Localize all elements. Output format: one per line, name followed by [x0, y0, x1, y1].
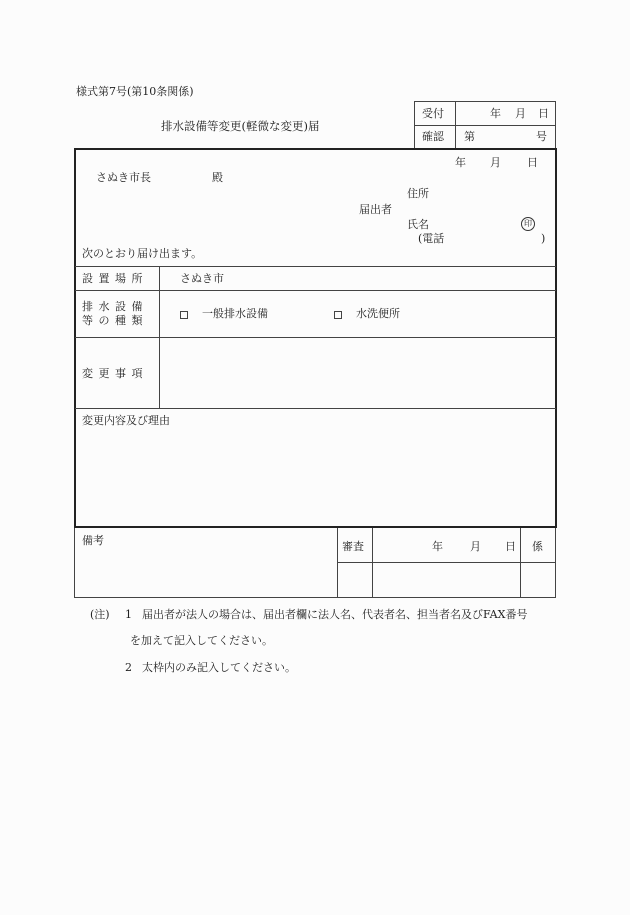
received-year: 年 — [490, 107, 501, 120]
row-divider — [75, 337, 556, 338]
honorific: 殿 — [212, 171, 223, 184]
type-label-line2: 等 の 種 類 — [82, 314, 144, 327]
change-reason-label: 変更内容及び理由 — [82, 414, 170, 427]
phone-field[interactable] — [448, 230, 538, 245]
intro-text: 次のとおり届け出ます。 — [82, 247, 203, 260]
review-year: 年 — [432, 540, 443, 553]
flush-toilet-checkbox[interactable] — [334, 308, 342, 321]
name-label: 氏名 — [407, 218, 429, 231]
change-items-label: 変 更 事 項 — [82, 367, 144, 380]
confirm-no-prefix: 第 — [464, 130, 475, 143]
note-1-line1: 届出者が法人の場合は、届出者欄に法人名、代表者名、担当者名及びFAX番号 — [142, 608, 528, 621]
label-column-divider — [159, 266, 160, 408]
note-2-line1: 太枠内のみ記入してください。 — [142, 661, 296, 674]
row-divider — [75, 266, 556, 267]
remarks-label: 備考 — [82, 534, 104, 547]
frame-right — [555, 148, 557, 528]
received-label: 受付 — [422, 107, 444, 120]
notes-prefix: (注) — [90, 608, 110, 621]
staff-label: 係 — [532, 540, 543, 553]
location-value[interactable]: さぬき市 — [180, 272, 224, 285]
note-1-number: 1 — [125, 608, 132, 621]
address-label: 住所 — [407, 187, 429, 200]
form-title: 排水設備等変更(軽微な変更)届 — [161, 119, 320, 133]
general-drainage-checkbox[interactable] — [180, 308, 188, 321]
received-day: 日 — [538, 107, 549, 120]
review-day: 日 — [505, 540, 516, 553]
applicant-label: 届出者 — [359, 203, 392, 216]
seal-icon: 印 — [521, 216, 535, 231]
general-drainage-label: 一般排水設備 — [202, 307, 268, 320]
flush-toilet-label: 水洗便所 — [356, 307, 400, 320]
review-month: 月 — [470, 540, 481, 553]
received-month: 月 — [515, 107, 526, 120]
addressee: さぬき市長 — [96, 171, 151, 184]
confirm-no-suffix: 号 — [536, 130, 547, 143]
phone-open: (電話 — [418, 232, 445, 245]
note-2-number: 2 — [125, 661, 132, 674]
frame-left — [74, 148, 76, 528]
row-divider — [75, 408, 556, 409]
frame-top — [74, 148, 557, 150]
note-1-line2: を加えて記入してください。 — [130, 634, 273, 647]
phone-close: ) — [541, 232, 546, 245]
name-field[interactable] — [432, 215, 517, 231]
frame-bottom — [74, 526, 557, 528]
type-label-line1: 排 水 設 備 — [82, 300, 144, 313]
row-divider — [75, 290, 556, 291]
form-number: 様式第7号(第10条関係) — [76, 85, 194, 98]
change-reason-field[interactable] — [80, 430, 552, 522]
date-year: 年 — [455, 156, 466, 169]
change-items-field[interactable] — [161, 339, 554, 407]
date-month: 月 — [490, 156, 501, 169]
address-field[interactable] — [432, 184, 542, 200]
confirm-label: 確認 — [422, 130, 444, 143]
date-day: 日 — [527, 156, 538, 169]
location-label: 設 置 場 所 — [82, 272, 144, 285]
review-label: 審査 — [342, 540, 364, 553]
